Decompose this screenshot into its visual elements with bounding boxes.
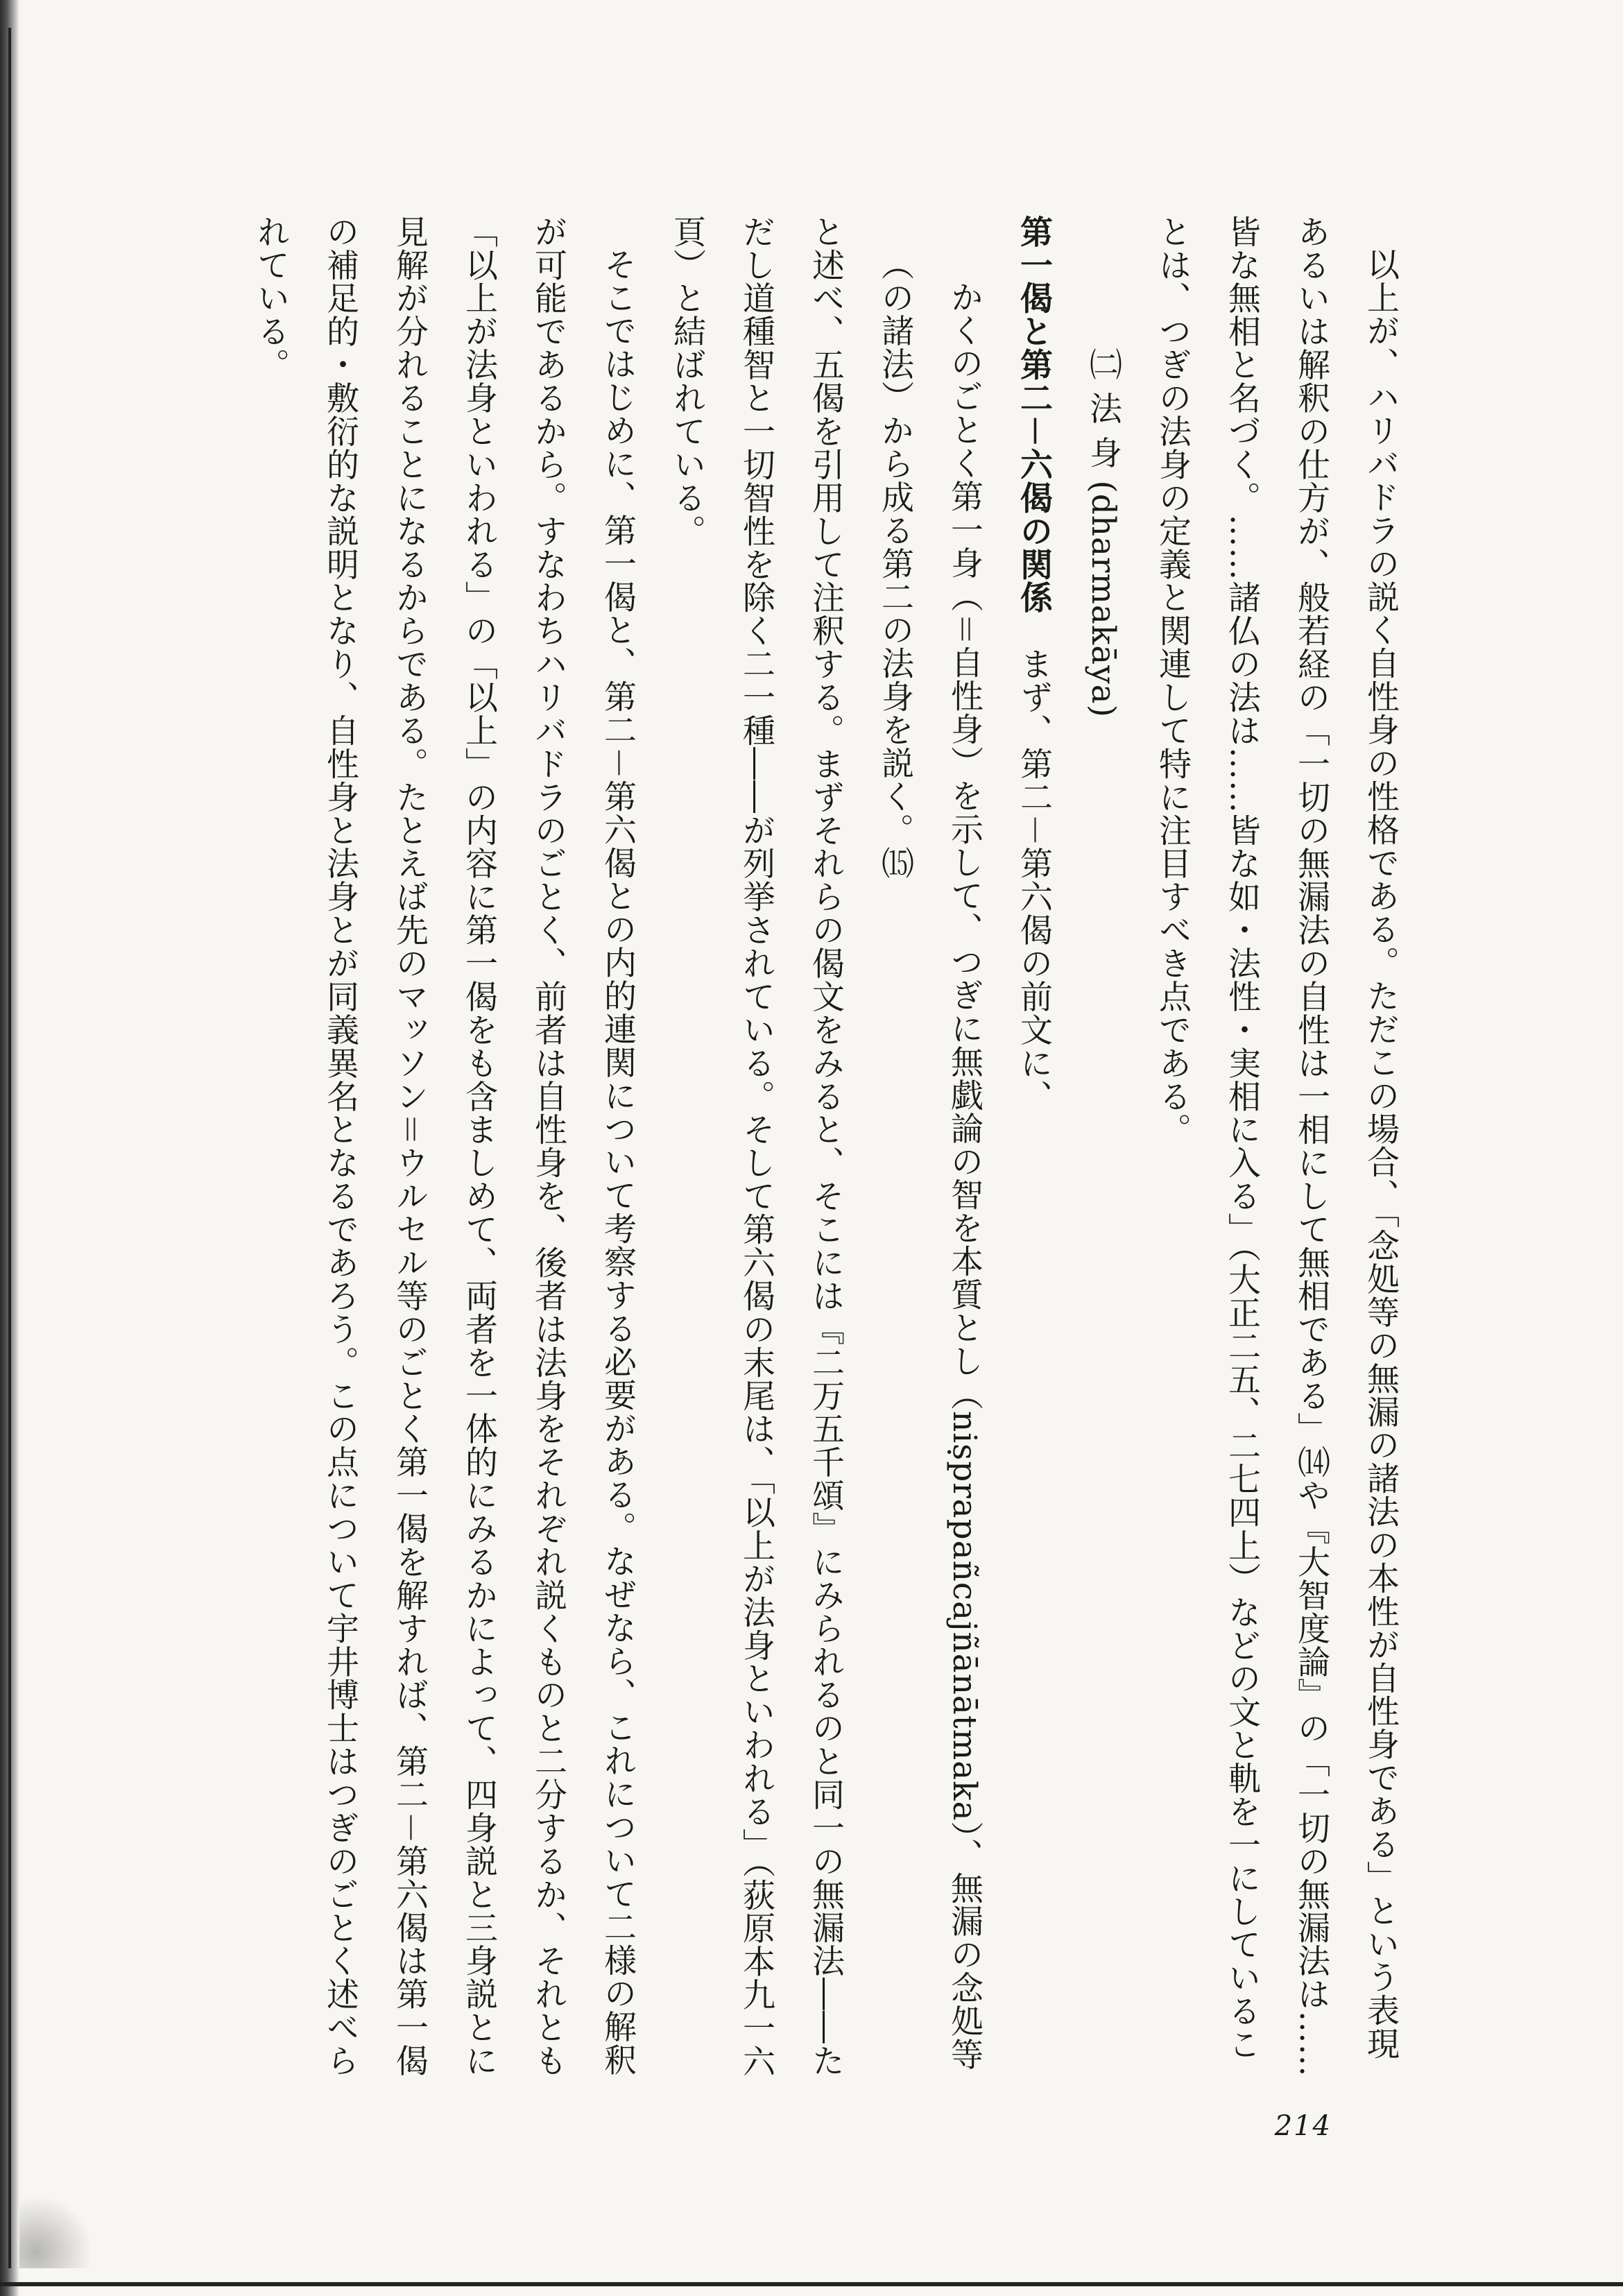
section-heading-dharmakaya: ㈡ 法 身 (dharmakāya) — [1084, 348, 1122, 718]
paragraph-svabhavikakaya-summary: 以上が、ハリバドラの説く自性身の性格である。ただこの場合、「念処等の無漏の諸法の本性が自性身である」という表現あるいは解釈の仕方が、般若経の「一切の無漏法の自性は一相にして無相である」⒁や『大智度論』の「一切の無漏法は……皆な無相と名づく。……諸仏の法は……皆な如・法性・実相に入る」（大正二五、二七四上）などの文と軌を一にしていることは、つぎの法身の定義と関連して特に注目すべき点である。 — [1153, 215, 1400, 2077]
inline-heading-verse-relation: 第一偈と第二－六偈の関係 — [1015, 215, 1053, 615]
paragraph-verse-relation — [999, 215, 1068, 2088]
body-text-vertical — [236, 215, 1415, 2088]
block-quote-second-body: かくのごとく第一身（＝自性身）を示して、つぎに無戯論の智を本質とし（niṣprapañcajñānātmaka）、無漏の念処等（の諸法）から成る第二の法身を説く。⒂ — [876, 248, 984, 2071]
paragraph-verse-relation-text: まず、第二－第六偈の前文に、 — [1015, 614, 1053, 1113]
page-number: 214 — [1274, 2110, 1332, 2142]
binding-edge-line — [8, 28, 11, 2268]
paragraph-interpretations: そこではじめに、第一偈と、第二－第六偈との内的連関について考察する必要がある。なぜなら、これについて二様の解釈が可能であるから。すなわちハリバドラのごとく、前者は自性身を、後者は法身をそれぞれ説くものと二分するか、それとも「以上が法身といわれる」の「以上」の内容に第一偈をも含ましめて、両者を一体的にみるかによって、四身説と三身説とに見解が分れることになるからである。たとえば先のマッソン＝ウルセル等のごとく第一偈を解すれば、第二－第六偈は第一偈の補足的・敷衍的な説明となり、自性身と法身とが同義異名となるであろう。この点について宇井博士はつぎのごとく述べられている。 — [252, 215, 637, 2077]
page-bottom-edge — [0, 2282, 1623, 2286]
paragraph-verse-commentary: と述べ、五偈を引用して注釈する。まずそれらの偈文をみると、そこには『二万五千頌』にみられるのと同一の無漏法――ただし道種智と一切智性を除く二一種――が列挙されている。そして第六偈の末尾は、「以上が法身といわれる」（荻原本九一六頁）と結ばれている。 — [668, 215, 845, 2078]
scan-smudge — [19, 2185, 103, 2268]
